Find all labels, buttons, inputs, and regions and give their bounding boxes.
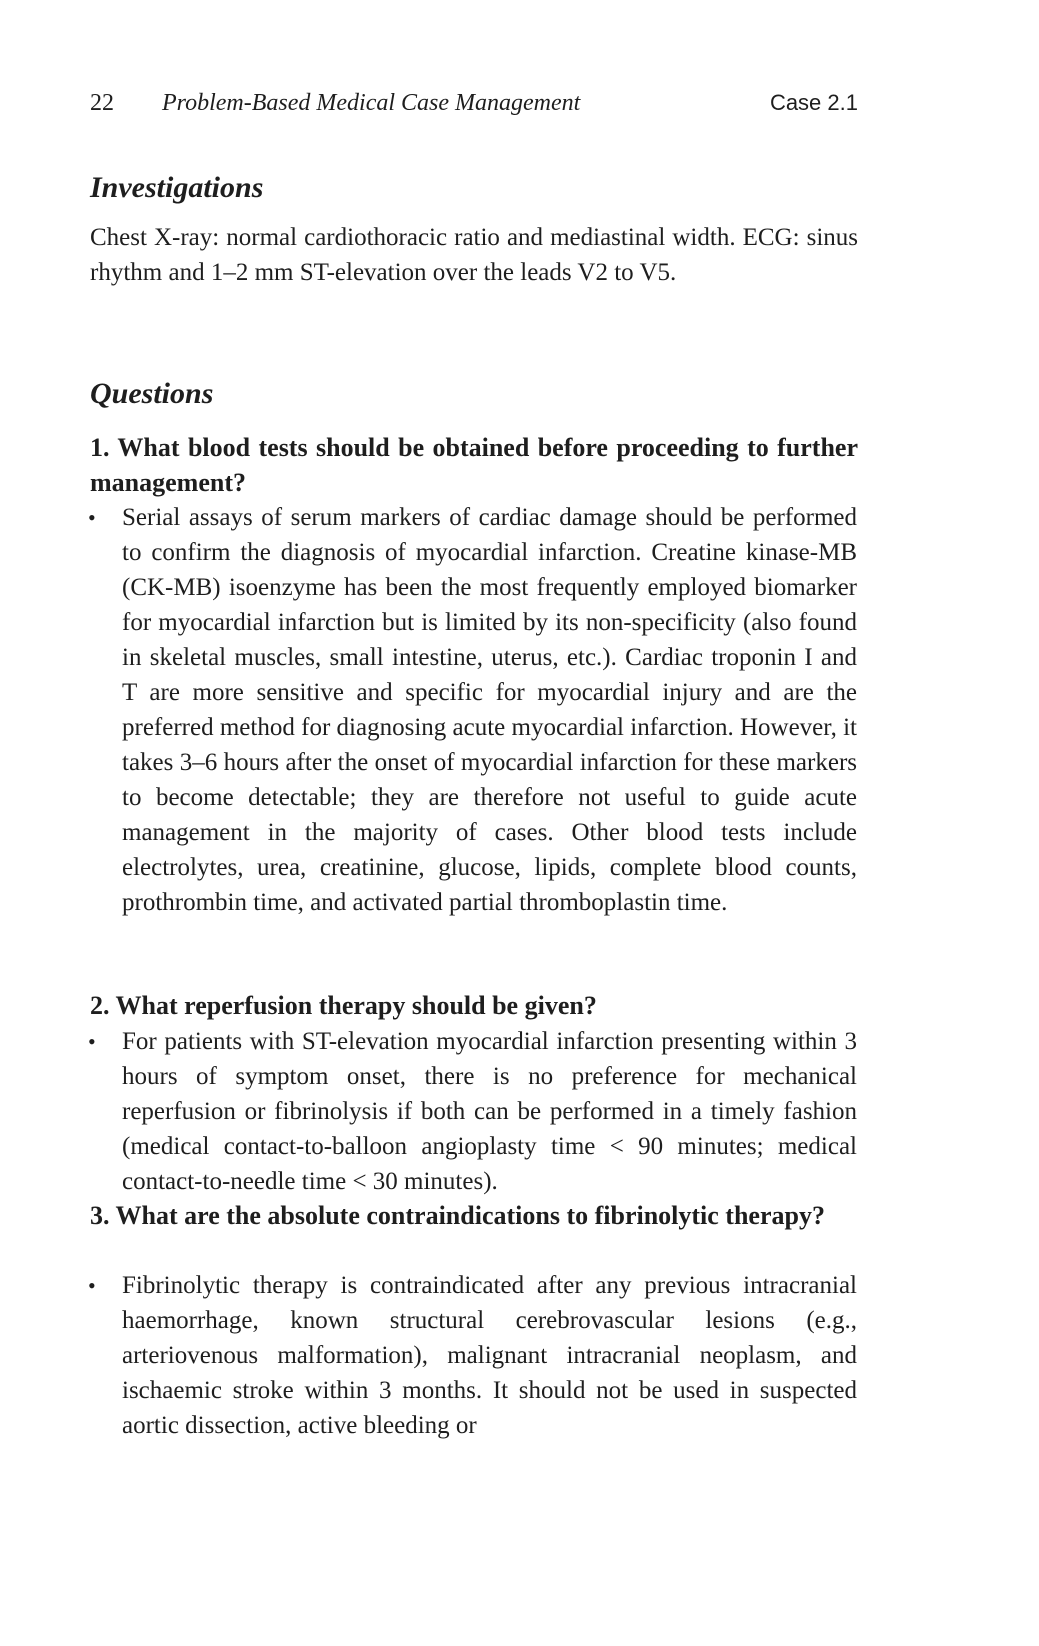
- answer-1: [88, 500, 857, 920]
- question-1: 1. What blood tests should be obtained before proceeding to further management?: [90, 433, 858, 497]
- bullet-icon: •: [88, 1029, 96, 1054]
- running-head: [90, 86, 858, 120]
- answer-3-text: Fibrinolytic therapy is contraindicated after any previous intracranial haemorrhage, known structural cerebrovascular lesions (e.g., arteriovenous malformation), malignant intracranial neoplasm, and ischaemic stroke within 3 months. It should not be used in suspected aortic dissection, active bleeding or: [122, 1272, 857, 1439]
- answer-3: [88, 1268, 857, 1443]
- page-number: 22: [90, 90, 114, 116]
- book-title: Problem-Based Medical Case Management: [162, 90, 581, 116]
- answer-2: [88, 1024, 857, 1199]
- investigations-text: Chest X-ray: normal cardiothoracic ratio and mediastinal width. ECG: sinus rhythm and 1–2 mm ST-elevation over the leads V2 to V5.: [90, 224, 858, 286]
- question-3: 3. What are the absolute contraindications to fibrinolytic therapy?: [90, 1201, 825, 1230]
- answer-1-text: Serial assays of serum markers of cardiac damage should be performed to confirm the diagnosis of myocardial infarction. Creatine kinase-MB (CK-MB) isoenzyme has been the most frequently employed biomarker for myocardial infarction but is limited by its non-specificity (also found in skeletal muscles, small intestine, uterus, etc.). Cardiac troponin I and T are more sensitive and specific for myocardial injury and are the preferred method for diagnosing acute myocardial infarction. However, it takes 3–6 hours after the onset of myocardial infarction for these markers to become detectable; they are therefore not useful to guide acute management in the majority of cases. Other blood tests include electrolytes, urea, creatinine, glucose, lipids, complete blood counts, prothrombin time, and activated partial thromboplastin time.: [122, 504, 857, 916]
- investigations-heading: Investigations: [90, 171, 264, 204]
- question-2: 2. What reperfusion therapy should be given?: [90, 991, 597, 1020]
- bullet-icon: •: [88, 505, 96, 530]
- answer-2-text: For patients with ST-elevation myocardial infarction presenting within 3 hours of symptom onset, there is no preference for mechanical reperfusion or fibrinolysis if both can be performed in a timely fashion (medical contact-to-balloon angioplasty time < 90 minutes; medical contact-to-needle time < 30 minutes).: [122, 1028, 857, 1195]
- bullet-icon: •: [88, 1273, 96, 1298]
- case-label: Case 2.1: [769, 90, 858, 115]
- questions-heading: Questions: [90, 377, 214, 410]
